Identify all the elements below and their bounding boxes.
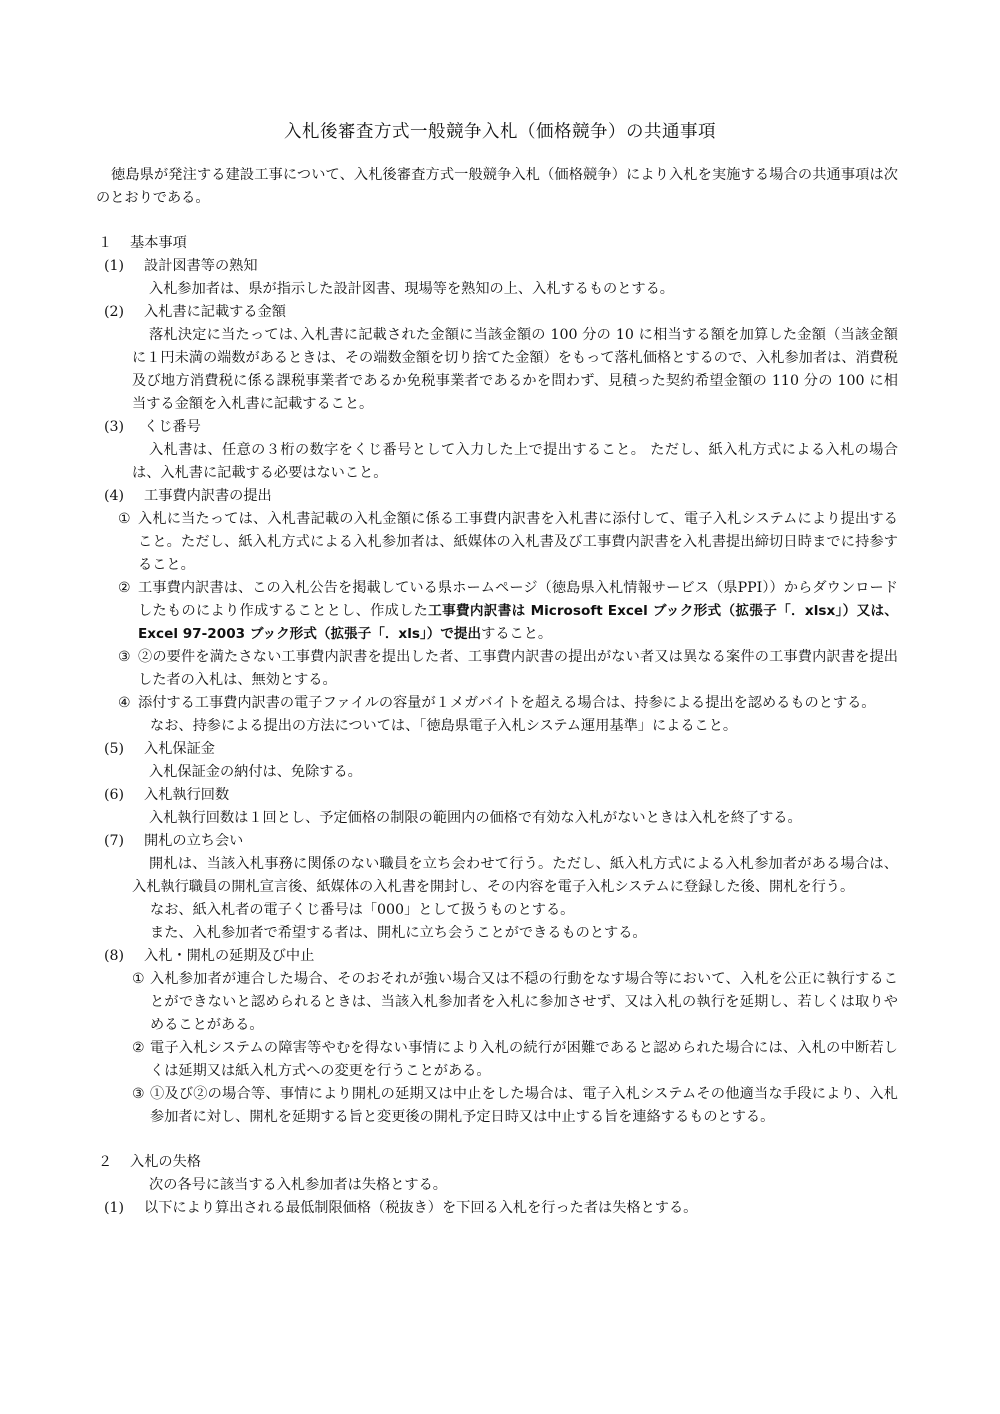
s1-4-item-1: ① 入札に当たっては、入札書記載の入札金額に係る工事費内訳書を入札書に添付して、電子入札システムにより提出すること。ただし、紙入札方式による入札参加者は、紙媒体の入札書及び工事費内訳書を入札書提出締切日時までに持参すること。 [118, 511, 898, 573]
document-body [96, 164, 898, 1220]
s2-1-text: (1) 以下により算出される最低制限価格（税抜き）を下回る入札を行った者は失格とする。 [104, 1200, 698, 1216]
s1-8-heading: (8) 入札・開札の延期及び中止 [104, 948, 315, 964]
s1-6-heading: (6) 入札執行回数 [104, 787, 230, 803]
s1-3-heading: (3) くじ番号 [104, 419, 201, 435]
s1-7-text: 開札は、当該入札事務に関係のない職員を立ち会わせて行う。ただし、紙入札方式による入札参加者がある場合は、入札執行職員の開札宣言後、紙媒体の入札書を開封し、その内容を電子入札システムに登録した後、開札を行う。 [132, 856, 898, 895]
s1-8-item-1: ① 入札参加者が連合した場合、そのおそれが強い場合又は不穏の行動をなす場合等において、入札を公正に執行することができないと認められるときは、当該入札参加者を入札に参加させず、又は入札の執行を延期し、若しくは取りやめることがある。 [132, 971, 898, 1033]
s1-4-item-2: ② 工事費内訳書は、この入札公告を掲載している県ホームページ（徳島県入札情報サービス（県PPI））からダウンロードしたものにより作成することとし、作成した工事費内訳書は Microsoft Excel ブック形式（拡張子「．xlsx」）又は、Excel 97-2003 ブック形式（拡張子「．xls」）で提出すること。 [118, 580, 898, 642]
s1-2-text: 落札決定に当たっては､入札書に記載された金額に当該金額の 100 分の 10 に相当する額を加算した金額（当該金額に１円未満の端数があるときは、その端数金額を切り捨てた金額）をもって落札価格とするので、入札参加者は、消費税及び地方消費税に係る課税事業者であるか免税事業者であるかを問わず、見積った契約希望金額の 110 分の 100 に相当する金額を入札書に記載すること。 [132, 327, 898, 412]
s1-5-heading: (5) 入札保証金 [104, 741, 215, 757]
s1-6-text: 入札執行回数は１回とし、予定価格の制限の範囲内の価格で有効な入札がないときは入札を終了する。 [149, 810, 802, 826]
s1-7-heading: (7) 開札の立ち会い [104, 833, 244, 849]
section-2-lead: 次の各号に該当する入札参加者は失格とする。 [149, 1177, 447, 1193]
s1-8-item-3: ③ ①及び②の場合等、事情により開札の延期又は中止をした場合は、電子入札システムその他適当な手段により、入札参加者に対し、開札を延期する旨と変更後の開札予定日時又は中止する旨を連絡するものとする。 [132, 1086, 898, 1125]
s1-7-note-2: また、入札参加者で希望する者は、開札に立ち会うことができるものとする。 [150, 925, 647, 941]
s1-7-note-1: なお、紙入札者の電子くじ番号は「000」として扱うものとする。 [150, 902, 575, 918]
s1-4-heading: (4) 工事費内訳書の提出 [104, 488, 272, 504]
document-title: 入札後審査方式一般競争入札（価格競争）の共通事項 [284, 122, 716, 142]
s1-4-item-4: ④ 添付する工事費内訳書の電子ファイルの容量が１メガバイトを超える場合は、持参による提出を認めるものとする。 [118, 695, 876, 711]
s1-4-item-4-note: なお、持参による提出の方法については、「徳島県電子入札システム運用基準」によること。 [150, 718, 738, 734]
section-1-heading: １ 基本事項 [98, 235, 187, 251]
s1-2-heading: (2) 入札書に記載する金額 [104, 304, 286, 320]
s1-8-item-2: ② 電子入札システムの障害等やむを得ない事情により入札の続行が困難であると認められた場合には、入札の中断若しくは延期又は紙入札方式への変更を行うことがある。 [132, 1040, 898, 1079]
s1-4-item-3: ③ ②の要件を満たさない工事費内訳書を提出した者、工事費内訳書の提出がない者又は異なる案件の工事費内訳書を提出した者の入札は、無効とする。 [118, 649, 898, 688]
s1-3-text: 入札書は、任意の３桁の数字をくじ番号として入力した上で提出すること。 ただし、紙入札方式による入札の場合は、入札書に記載する必要はないこと。 [132, 442, 898, 481]
s1-1-text: 入札参加者は、県が指示した設計図書、現場等を熟知の上、入札するものとする。 [149, 281, 674, 297]
s1-1-heading: (1) 設計図書等の熟知 [104, 258, 258, 274]
excel-format-requirement: 工事費内訳書は Microsoft Excel ブック形式（拡張子「．xlsx」）又は、Excel 97-2003 ブック形式（拡張子「．xls」）で提出 [138, 603, 898, 642]
intro-paragraph: 徳島県が発注する建設工事について、入札後審査方式一般競争入札（価格競争）により入札を実施する場合の共通事項は次のとおりである。 [96, 167, 898, 206]
section-2-heading: ２ 入札の失格 [98, 1154, 201, 1170]
s1-5-text: 入札保証金の納付は、免除する。 [149, 764, 362, 780]
